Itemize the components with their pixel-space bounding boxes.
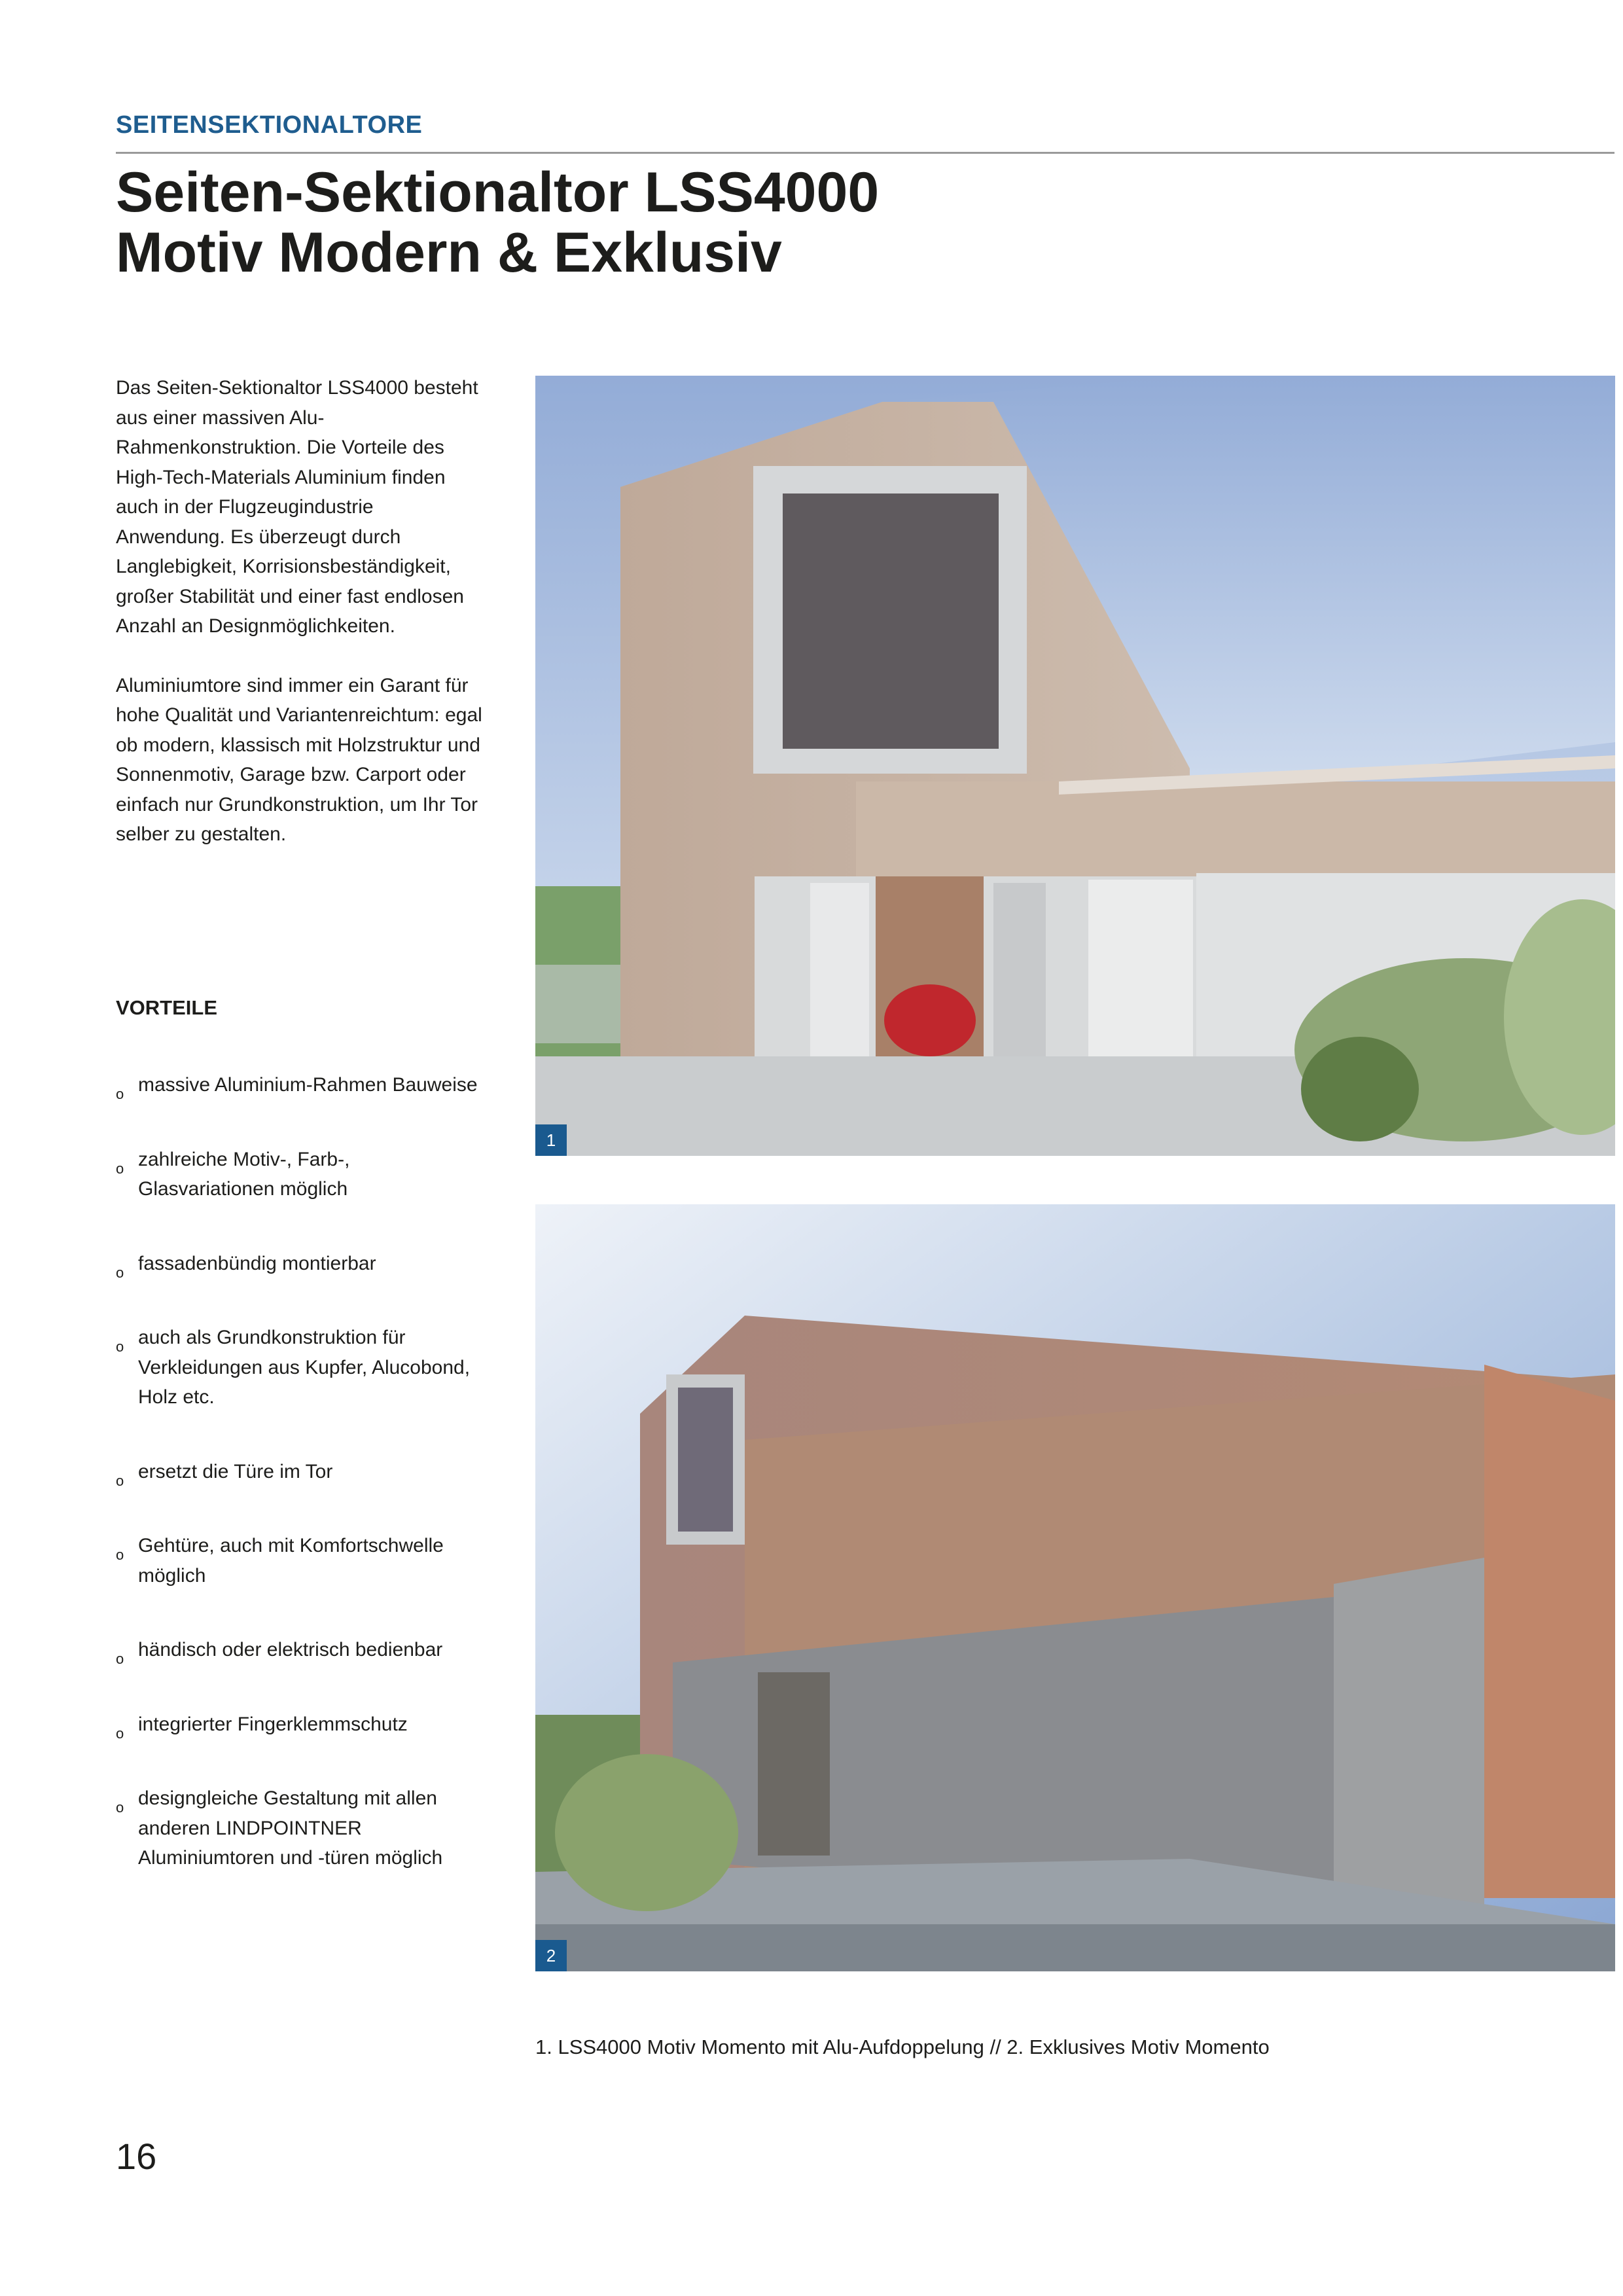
benefit-text: Gehtüre, auch mit Komfortschwelle möglich (138, 1535, 444, 1587)
header-rule (116, 152, 1614, 154)
photo-2 (535, 1204, 1615, 1971)
bullet-icon: o (116, 1725, 124, 1742)
benefit-text: zahlreiche Motiv-, Farb-, Glasvariationen möglich (138, 1148, 350, 1200)
bullet-icon: o (116, 1086, 124, 1102)
intro-paragraph-1: Das Seiten-Sektionaltor LSS4000 besteht aus einer massiven Alu-Rahmenkonstruktion. Die Vorteile des High-Tech-Materials Aluminium finden auch in der Flugzeugindustrie Anwendung. Es überzeugt durch Langlebigkeit, Korrisionsbeständigkeit, großer Stabilität und einer fast endlosen Anzahl an Designmöglichkeiten. (116, 377, 478, 637)
benefits-list (116, 1070, 482, 1918)
benefit-item (116, 1635, 482, 1665)
benefit-item (116, 1710, 482, 1740)
bullet-icon: o (116, 1799, 124, 1816)
benefit-text: händisch oder elektrisch bedienbar (138, 1639, 443, 1660)
bullet-icon: o (116, 1338, 124, 1355)
title-line-2: Motiv Modern & Exklusiv (116, 221, 782, 284)
page-number: 16 (116, 2136, 157, 2177)
intro-paragraph-2: Aluminiumtore sind immer ein Garant für hohe Qualität und Variantenreichtum: egal ob modern, klassisch mit Holzstruktur und Sonnenmotiv, Garage bzw. Carport oder einfach nur Grundkonstruktion, um Ihr Tor selber zu gestalten. (116, 674, 482, 845)
photo-1-badge: 1 (535, 1124, 567, 1156)
benefit-text: fassadenbündig montierbar (138, 1252, 376, 1274)
benefit-text: massive Aluminium-Rahmen Bauweise (138, 1074, 478, 1096)
intro-text (116, 373, 482, 879)
photo-2-image (535, 1204, 1615, 1971)
benefit-item (116, 1457, 482, 1487)
benefit-item (116, 1784, 482, 1873)
benefit-item (116, 1145, 482, 1204)
bullet-icon: o (116, 1651, 124, 1667)
benefit-item (116, 1323, 482, 1412)
page-title (116, 162, 879, 283)
title-line-1: Seiten-Sektionaltor LSS4000 (116, 161, 880, 224)
benefit-item (116, 1070, 482, 1100)
benefit-item (116, 1531, 482, 1590)
benefit-text: integrierter Fingerklemmschutz (138, 1713, 408, 1735)
bullet-icon: o (116, 1472, 124, 1489)
benefit-item (116, 1249, 482, 1279)
bullet-icon: o (116, 1160, 124, 1177)
photo-caption: 1. LSS4000 Motiv Momento mit Alu-Aufdoppelung // 2. Exklusives Motiv Momento (535, 2036, 1270, 2058)
benefit-text: auch als Grundkonstruktion für Verkleidungen aus Kupfer, Alucobond, Holz etc. (138, 1327, 471, 1408)
photo-1-image (535, 376, 1615, 1156)
benefit-text: ersetzt die Türe im Tor (138, 1460, 333, 1482)
photo-1 (535, 376, 1615, 1156)
section-label: SEITENSEKTIONALTORE (116, 111, 423, 139)
benefits-heading: VORTEILE (116, 996, 218, 1019)
photo-2-badge: 2 (535, 1940, 567, 1971)
bullet-icon: o (116, 1264, 124, 1281)
benefit-text: designgleiche Gestaltung mit allen anderen LINDPOINTNER Aluminiumtoren und -türen möglich (138, 1787, 443, 1869)
bullet-icon: o (116, 1547, 124, 1563)
